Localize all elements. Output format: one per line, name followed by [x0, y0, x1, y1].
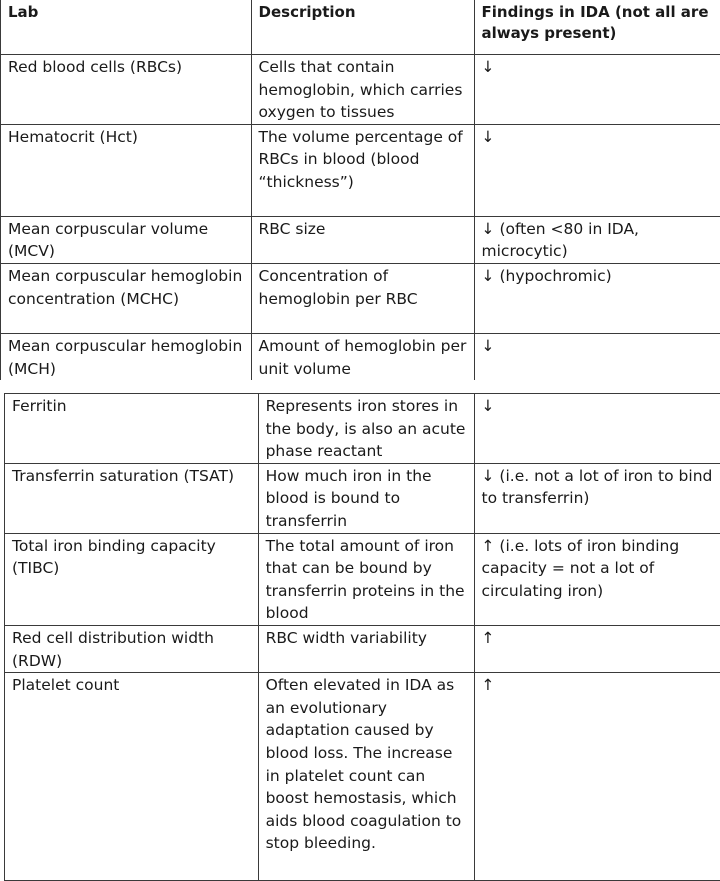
- table-row: [1, 124, 720, 216]
- findings-cell: ↑: [474, 625, 720, 672]
- findings-cell: ↑: [474, 673, 720, 881]
- table-row: [1, 333, 720, 380]
- header-lab: Lab: [1, 0, 252, 55]
- description-cell: The total amount of iron that can be bound by transferrin proteins in the blood: [258, 533, 474, 625]
- table-row: [5, 625, 720, 672]
- description-cell: Often elevated in IDA as an evolutionary adaptation caused by blood loss. The increase in platelet count can boost hemostasis, which aids blood coagulation to stop bleeding.: [258, 673, 474, 881]
- lab-cell: Mean corpuscular hemoglobin concentration (MCHC): [1, 263, 252, 333]
- description-cell: Represents iron stores in the body, is also an acute phase reactant: [258, 394, 474, 464]
- lab-table-top: [0, 0, 720, 381]
- findings-cell: ↓: [474, 55, 720, 125]
- header-findings: Findings in IDA (not all are always present): [474, 0, 720, 55]
- description-cell: Concentration of hemoglobin per RBC: [251, 263, 474, 333]
- table-row: [1, 216, 720, 263]
- lab-cell: Hematocrit (Hct): [1, 124, 252, 216]
- table-row: [5, 463, 720, 533]
- description-cell: Amount of hemoglobin per unit volume: [251, 333, 474, 380]
- lab-cell: Mean corpuscular volume (MCV): [1, 216, 252, 263]
- findings-cell: ↓: [474, 333, 720, 380]
- table-gap: [0, 380, 720, 392]
- description-cell: Cells that contain hemoglobin, which carries oxygen to tissues: [251, 55, 474, 125]
- lab-table-bottom: [4, 393, 720, 881]
- table-row: [1, 263, 720, 333]
- header-description: Description: [251, 0, 474, 55]
- lab-cell: Red blood cells (RBCs): [1, 55, 252, 125]
- lab-cell: Platelet count: [5, 673, 259, 881]
- table-row: [5, 673, 720, 881]
- findings-cell: ↑ (i.e. lots of iron binding capacity = not a lot of circulating iron): [474, 533, 720, 625]
- findings-cell: ↓: [474, 124, 720, 216]
- findings-cell: ↓ (i.e. not a lot of iron to bind to transferrin): [474, 463, 720, 533]
- lab-cell: Red cell distribution width (RDW): [5, 625, 259, 672]
- description-cell: How much iron in the blood is bound to transferrin: [258, 463, 474, 533]
- findings-cell: ↓: [474, 394, 720, 464]
- findings-cell: ↓ (often <80 in IDA, microcytic): [474, 216, 720, 263]
- table-header-row: [1, 0, 720, 55]
- table-row: [5, 533, 720, 625]
- description-cell: RBC width variability: [258, 625, 474, 672]
- description-cell: RBC size: [251, 216, 474, 263]
- findings-cell: ↓ (hypochromic): [474, 263, 720, 333]
- table-row: [1, 55, 720, 125]
- lab-cell: Transferrin saturation (TSAT): [5, 463, 259, 533]
- description-cell: The volume percentage of RBCs in blood (blood “thickness”): [251, 124, 474, 216]
- lab-cell: Total iron binding capacity (TIBC): [5, 533, 259, 625]
- lab-cell: Mean corpuscular hemoglobin (MCH): [1, 333, 252, 380]
- lab-cell: Ferritin: [5, 394, 259, 464]
- table-row: [5, 394, 720, 464]
